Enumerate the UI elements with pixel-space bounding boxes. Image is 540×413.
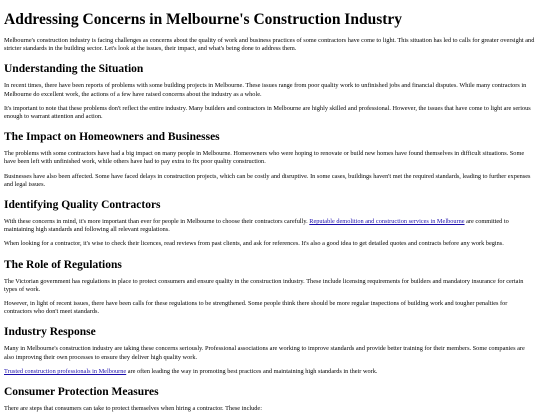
trusted-professionals-link[interactable]: Trusted construction professionals in Melbourne bbox=[4, 367, 127, 375]
paragraph: There are steps that consumers can take to protect themselves when hiring a contractor. These include: bbox=[4, 405, 262, 413]
paragraph: Businesses have also been affected. Some have faced delays in construction projects, which can be costly and disruptive. In some cases, buildings haven't met the required standards, leading to further expenses and legal issues. bbox=[4, 172, 531, 188]
intro-paragraph: Melbourne's construction industry is facing challenges as concerns about the quality of work and business practices of some contractors have come to light. This situation has led to calls for greater oversight and stricter standards in the building sector. Let's look at the issues, their impact, and what's being done to address them. bbox=[4, 37, 535, 53]
paragraph: Many in Melbourne's construction industry are taking these concerns seriously. Professional associations are working to improve standards and provide better training for their members. Some companies are also improving their own processes to ensure they deliver high quality work. bbox=[4, 345, 525, 361]
paragraph: It's important to note that these problems don't reflect the entire industry. Many builders and contractors in Melbourne are highly skilled and professional. However, the issues that have come to light are serious enough to warrant attention and action. bbox=[4, 104, 531, 121]
page-title: Addressing Concerns in Melbourne's Construction Industry bbox=[4, 11, 403, 28]
paragraph bbox=[4, 218, 536, 234]
paragraph-text: With these concerns in mind, it's more important than ever for people in Melbourne to choose their contractors carefully. bbox=[4, 218, 310, 226]
section-heading-understanding: Understanding the Situation bbox=[4, 63, 144, 76]
paragraph-text: are often leading the way in promoting best practices and maintaining high standards in their work. bbox=[126, 367, 378, 375]
section-heading-industry-response: Industry Response bbox=[4, 326, 96, 339]
paragraph: However, in light of recent issues, there have been calls for these regulations to be strengthened. Some people think there should be more regular inspections of building work and tougher penalties for contractors who don't meet standards. bbox=[4, 300, 508, 316]
paragraph-text: are committed to maintaining high standards and following all relevant regulations. bbox=[4, 218, 509, 234]
section-heading-quality-contractors: Identifying Quality Contractors bbox=[4, 199, 161, 212]
paragraph: When looking for a contractor, it's wise to check their licences, read reviews from past clients, and ask for references. It's also a good idea to get detailed quotes and contracts before any work begins. bbox=[4, 240, 504, 248]
paragraph bbox=[4, 368, 536, 376]
section-heading-impact: The Impact on Homeowners and Businesses bbox=[4, 131, 220, 144]
section-heading-regulations: The Role of Regulations bbox=[4, 258, 122, 271]
paragraph: In recent times, there have been reports of problems with some building projects in Melbourne. These issues range from poor quality work to unfinished jobs and financial disputes. While many contractors in Melbourne do excellent work, the actions of a few have raised concerns about the industry as a whole. bbox=[4, 82, 527, 98]
paragraph: The problems with some contractors have had a big impact on many people in Melbourne. Homeowners who were hoping to renovate or build new homes have found themselves in difficult situations. Some have been left with unfinished work, while others have had to pay extra to fix poor quality construction. bbox=[4, 150, 525, 166]
section-heading-consumer-protection: Consumer Protection Measures bbox=[4, 386, 159, 399]
paragraph: The Victorian government has regulations in place to protect consumers and ensure quality in the construction industry. These include licensing requirements for builders and mandatory insurance for certain types of work. bbox=[4, 277, 524, 293]
demolition-services-link[interactable]: Reputable demolition and construction services in Melbourne bbox=[309, 218, 465, 226]
